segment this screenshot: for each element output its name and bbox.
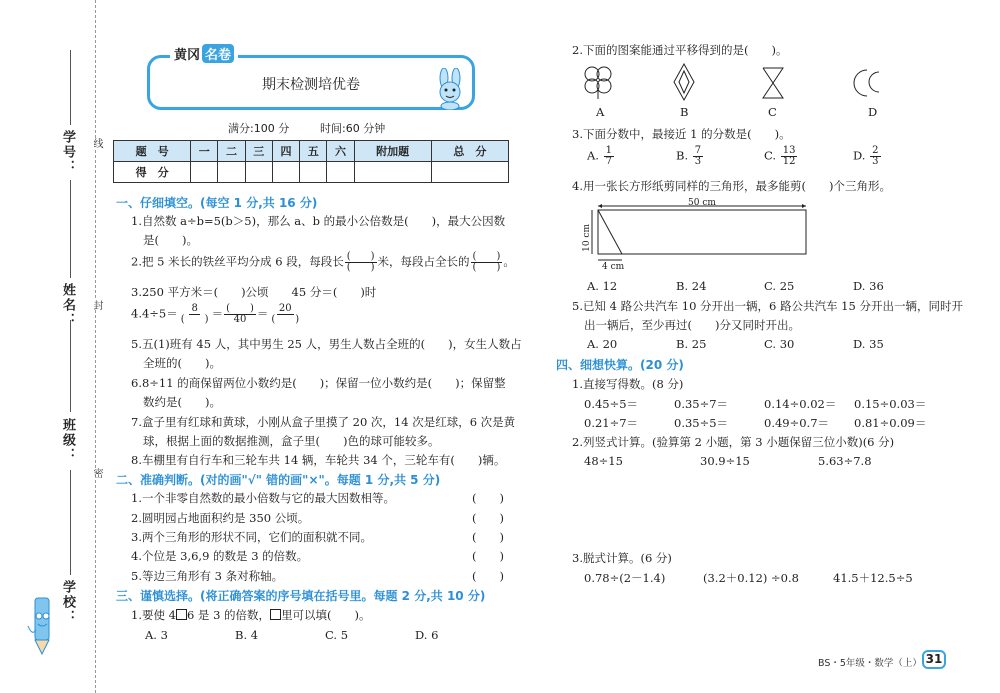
answer-paren[interactable]: ( ): [472, 530, 504, 544]
step-calc: 41.5＋12.5÷5: [833, 571, 913, 585]
crescent-figure-icon: [853, 68, 887, 98]
s2-item: 1.一个非零自然数的最小倍数与它的最大因数相等。: [131, 491, 395, 505]
oral-calc: 0.49÷0.7＝: [764, 416, 830, 430]
s1-q4: 4.4÷5＝ $\frac{8}{( )}$ ＝ $\frac{( )}{40}$ ＝ $\frac{20}{( )}$: [131, 303, 300, 325]
score-cell[interactable]: [354, 162, 431, 183]
figure-option-label: D: [868, 105, 878, 119]
name-line[interactable]: [70, 180, 71, 278]
fraction: $\frac{20}{( )}$: [271, 303, 300, 325]
s1-q1-line1: 1.自然数 a÷b=5(b＞5)，那么 a、b 的最小公倍数是( )，最大公因数: [131, 214, 506, 228]
section-4-heading: 四、细想快算。(20 分): [556, 358, 684, 372]
double-diamond-figure-icon: [673, 63, 695, 101]
binding-line: [95, 0, 96, 693]
oral-calc: 0.35÷7＝: [674, 397, 729, 411]
binding-mark-mi: 密: [91, 468, 102, 478]
s1-q3: 3.250 平方米＝( )公顷 45 分＝( )时: [131, 285, 377, 299]
name-label: 姓名：: [60, 283, 75, 328]
score-table-header: 总 分: [431, 141, 508, 162]
fraction-blank: $\frac{( )}{( )}$: [346, 251, 375, 273]
score-table: [113, 140, 509, 183]
digit-box[interactable]: [176, 609, 187, 620]
score-table-header: 一: [191, 141, 218, 162]
width-label: 4 cm: [602, 262, 625, 272]
s1-q5-line1: 5.五(1)班有 45 人，其中男生 25 人，男生人数占全班的( )，女生人数占: [131, 337, 522, 351]
figure-option-label: B: [680, 105, 689, 119]
s3-q5-line2: 出一辆后，至少再过( )分又同时开出。: [584, 318, 800, 332]
binding-mark-xian: 线: [91, 138, 102, 148]
answer-paren[interactable]: ( ): [472, 549, 504, 563]
score-cell[interactable]: [191, 162, 218, 183]
pencil-mascot-icon: [26, 596, 60, 656]
score-cell[interactable]: [300, 162, 327, 183]
score-cell[interactable]: [327, 162, 354, 183]
oral-calc: 0.35÷5＝: [674, 416, 729, 430]
step-calc: (3.2＋0.12) ÷0.8: [703, 571, 799, 585]
hourglass-figure-icon: [761, 67, 785, 99]
answer-paren[interactable]: ( ): [472, 511, 504, 525]
score-table-header: 六: [327, 141, 354, 162]
option: D. 35: [853, 337, 884, 351]
s2-item: 4.个位是 3,6,9 的数是 3 的倍数。: [131, 549, 309, 563]
rabbit-mascot-icon: [430, 68, 470, 110]
answer-paren[interactable]: ( ): [472, 569, 504, 583]
score-cell[interactable]: [431, 162, 508, 183]
answer-paren[interactable]: ( ): [472, 491, 504, 505]
s3-q2: 2.下面的图案能通过平移得到的是( )。: [572, 43, 788, 57]
brand-logo: 黄冈 名卷: [170, 44, 238, 63]
length-label: 50 cm: [688, 198, 716, 208]
s3-q3: 3.下面分数中，最接近 1 的分数是( )。: [572, 127, 791, 141]
school-label: 学校：: [60, 580, 75, 625]
score-cell[interactable]: [272, 162, 299, 183]
full-score: 满分:100 分: [228, 122, 290, 135]
option: C. 25: [764, 279, 795, 293]
s1-q7-line2: 球，根据上面的数据推测，盒子里( )色的球可能较多。: [143, 434, 440, 448]
student-id-label: 学号：: [60, 130, 75, 175]
score-table-header: 三: [245, 141, 272, 162]
student-id-line[interactable]: [70, 50, 71, 125]
score-row-label: 得 分: [114, 162, 191, 183]
option: C. 30: [764, 337, 795, 351]
page-footer: BS・5年级・数学（上）: [818, 658, 922, 669]
score-table-header: 五: [300, 141, 327, 162]
clover-figure-icon: [582, 64, 614, 100]
section-3-heading: 三、谨慎选择。(将正确答案的序号填在括号里。每题 2 分,共 10 分): [116, 589, 486, 603]
step-calc-work-area[interactable]: [584, 590, 964, 645]
score-table-header: 二: [218, 141, 245, 162]
score-table-score-row: [114, 162, 509, 183]
class-label: 班级：: [60, 418, 75, 463]
fraction-option: C. $\frac{13}{12}$: [764, 145, 796, 167]
s3-q1: 1.要使 4 6 是 3 的倍数， 里可以填( )。: [131, 608, 371, 622]
s1-q5-line2: 全班的( )。: [143, 356, 221, 370]
s1-q1-line2: 是( )。: [143, 233, 198, 247]
option: B. 25: [676, 337, 707, 351]
binding-mark-feng: 封: [91, 300, 102, 310]
score-cell[interactable]: [245, 162, 272, 183]
s2-item: 3.两个三角形的形状不同，它们的面积就不同。: [131, 530, 372, 544]
vertical-calc: 30.9÷15: [700, 454, 750, 468]
figure-option-label: A: [596, 105, 605, 119]
option: D. 36: [853, 279, 884, 293]
oral-calc: 0.81÷0.09＝: [854, 416, 927, 430]
s3-q4: 4.用一张长方形纸剪同样的三角形，最多能剪( )个三角形。: [572, 179, 891, 193]
fraction-option: D. $\frac{2}{3}$: [853, 145, 879, 167]
score-table-header: 题 号: [114, 141, 191, 162]
class-line[interactable]: [70, 320, 71, 412]
option: C. 5: [325, 628, 349, 642]
score-table-header: 四: [272, 141, 299, 162]
option: B. 24: [676, 279, 707, 293]
fraction-option: B. $\frac{7}{3}$: [676, 145, 702, 167]
s4-part2: 2.列竖式计算。(验算第 2 小题，第 3 小题保留三位小数)(6 分): [572, 435, 895, 449]
score-table-header: 附加题: [354, 141, 431, 162]
oral-calc: 0.45÷5＝: [584, 397, 639, 411]
option: A. 20: [587, 337, 618, 351]
s3-q5-line1: 5.已知 4 路公共汽车 10 分开出一辆，6 路公共汽车 15 分开出一辆，同时开: [572, 299, 963, 313]
oral-calc: 0.14÷0.02＝: [764, 397, 837, 411]
option: D. 6: [415, 628, 439, 642]
fraction: $\frac{( )}{40}$: [226, 303, 254, 325]
fraction-blank: $\frac{( )}{( )}$: [472, 251, 501, 273]
exam-time: 时间:60 分钟: [320, 122, 386, 135]
s2-item: 2.圆明园占地面积约是 350 公顷。: [131, 511, 310, 525]
vertical-calc: 5.63÷7.8: [818, 454, 872, 468]
fraction: $\frac{8}{( )}$: [180, 303, 209, 325]
oral-calc: 0.15÷0.03＝: [854, 397, 927, 411]
exam-title: 期末检测培优卷: [262, 77, 360, 93]
figure-option-label: C: [768, 105, 777, 119]
s1-q8: 8.车棚里有自行车和三轮车共 14 辆，车轮共 34 个，三轮车有( )辆。: [131, 453, 506, 467]
section-2-heading: 二、准确判断。(对的画"√" 错的画"×"。每题 1 分,共 5 分): [116, 473, 441, 487]
option: A. 12: [587, 279, 618, 293]
s1-q6-line1: 6.8÷11 的商保留两位小数约是( )；保留一位小数约是( )；保留整: [131, 376, 506, 390]
school-line[interactable]: [70, 470, 71, 575]
score-table-header-row: [114, 141, 509, 162]
option: A. 3: [145, 628, 168, 642]
step-calc: 0.78÷(2－1.4): [584, 571, 666, 585]
option: B. 4: [235, 628, 259, 642]
s2-item: 5.等边三角形有 3 条对称轴。: [131, 569, 284, 583]
vertical-calc-work-area[interactable]: [584, 472, 964, 542]
s1-q2: 2.把 5 米长的铁丝平均分成 6 段，每段长 $\frac{( )}{( )}$ 米，每段占全长的 $\frac{( )}{( )}$ 。: [131, 251, 515, 273]
score-cell[interactable]: [218, 162, 245, 183]
s1-q6-line2: 数约是( )。: [143, 395, 221, 409]
oral-calc: 0.21÷7＝: [584, 416, 639, 430]
page-number: 31: [922, 650, 946, 669]
section-1-heading: 一、仔细填空。(每空 1 分,共 16 分): [116, 196, 318, 210]
digit-box[interactable]: [270, 609, 281, 620]
fraction-option: A. $\frac{1}{7}$: [587, 145, 612, 167]
s4-part3: 3.脱式计算。(6 分): [572, 551, 672, 565]
s1-q7-line1: 7.盒子里有红球和黄球，小刚从盒子里摸了 20 次，14 次是红球，6 次是黄: [131, 415, 516, 429]
s4-part1: 1.直接写得数。(8 分): [572, 377, 684, 391]
vertical-calc: 48÷15: [584, 454, 623, 468]
height-label: 10 cm: [582, 224, 592, 252]
